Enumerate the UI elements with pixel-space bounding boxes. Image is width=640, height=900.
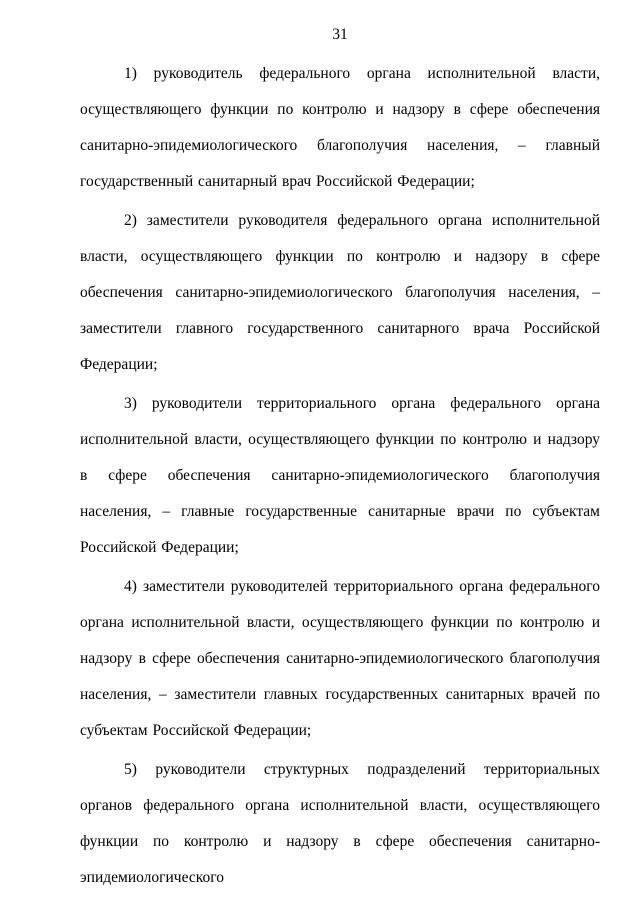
paragraph-item-1: 1) руководитель федерального органа исполнительной власти, осуществляющего функции по контролю и надзору в сфере обеспечения санитарно-эпидемиологического благополучия населения, – главный государственный санитарный врач Российской Федерации;	[80, 65, 600, 190]
paragraph-item-3: 3) руководители территориального органа федерального органа исполнительной власти, осуществляющего функции по контролю и надзору в сфере обеспечения санитарно-эпидемиологического благополучия населения, – главные государственные санитарные врачи по субъектам Российской Федерации;	[80, 395, 600, 556]
paragraph-item-4: 4) заместители руководителей территориального органа федерального органа исполнительной власти, осуществляющего функции по контролю и надзору в сфере обеспечения санитарно-эпидемиологического благополучия населения, – заместители главных государственных санитарных врачей по субъектам Российской Федерации;	[80, 578, 600, 739]
paragraph-item-5: 5) руководители структурных подразделений территориальных органов федерального органа исполнительной власти, осуществляющего функции по контролю и надзору в сфере обеспечения санитарно-эпидемиологического	[80, 761, 600, 886]
page-number: 31	[332, 26, 348, 43]
paragraph-item-2: 2) заместители руководителя федерального органа исполнительной власти, осуществляющего функции по контролю и надзору в сфере обеспечения санитарно-эпидемиологического благополучия населения, – заместители главного государственного санитарного врача Российской Федерации;	[80, 212, 600, 373]
